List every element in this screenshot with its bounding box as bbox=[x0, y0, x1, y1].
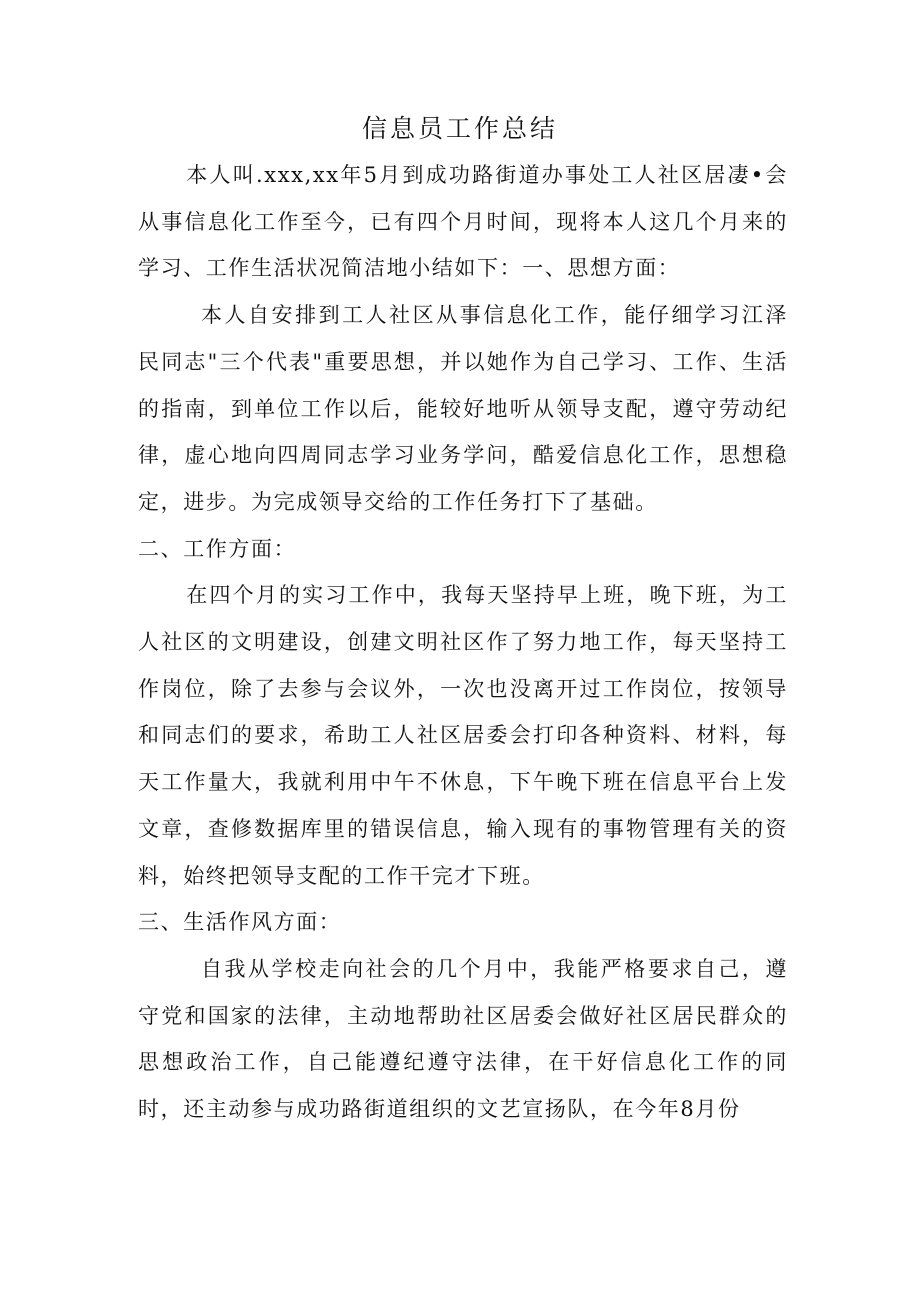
section3-paragraph: 自我从学校走向社会的几个月中，我能严格要求自己，遵守党和国家的法律，主动地帮助社区居委会做好社区居民群众的思想政治工作，自己能遵纪遵守法律，在干好信息化工作的同时，还主动参与成功路街道组织的文艺宣扬队，在今年8月份 bbox=[138, 956, 788, 1122]
section1-paragraph: 本人自安排到工人社区从事信息化工作，能仔细学习江泽民同志"三个代表"重要思想，并以她作为自己学习、工作、生活的指南，到单位工作以后，能较好地听从领导支配，遵守劳动纪律，虚心地向四周同志学习业务学问，酷爱信息化工作，思想稳定，进步。为完成领导交给的工作任务打下了基础。 bbox=[138, 303, 788, 514]
document-body bbox=[138, 152, 788, 1133]
section2-heading: 二、工作方面： bbox=[138, 536, 297, 561]
section2-paragraph: 在四个月的实习工作中，我每天坚持早上班，晚下班，为工人社区的文明建设，创建文明社区作了努力地工作，每天坚持工作岗位，除了去参与会议外，一次也没离开过工作岗位，按领导和同志们的要求，希助工人社区居委会打印各种资料、材料，每天工作量大，我就利用中午不休息，下午晚下班在信息平台上发文章，查修数据库里的错误信息，输入现有的事物管理有关的资料，始终把领导支配的工作干完才下班。 bbox=[138, 583, 788, 888]
intro-paragraph: 本人叫.xxx,xx年5月到成功路街道办事处工人社区居凄•会从事信息化工作至今，已有四个月时间，现将本人这几个月来的学习、工作生活状况简洁地小结如下：一、思想方面： bbox=[138, 163, 788, 281]
document-title: 信息员工作总结 bbox=[361, 114, 558, 143]
section3-heading: 三、生活作风方面： bbox=[138, 910, 342, 935]
